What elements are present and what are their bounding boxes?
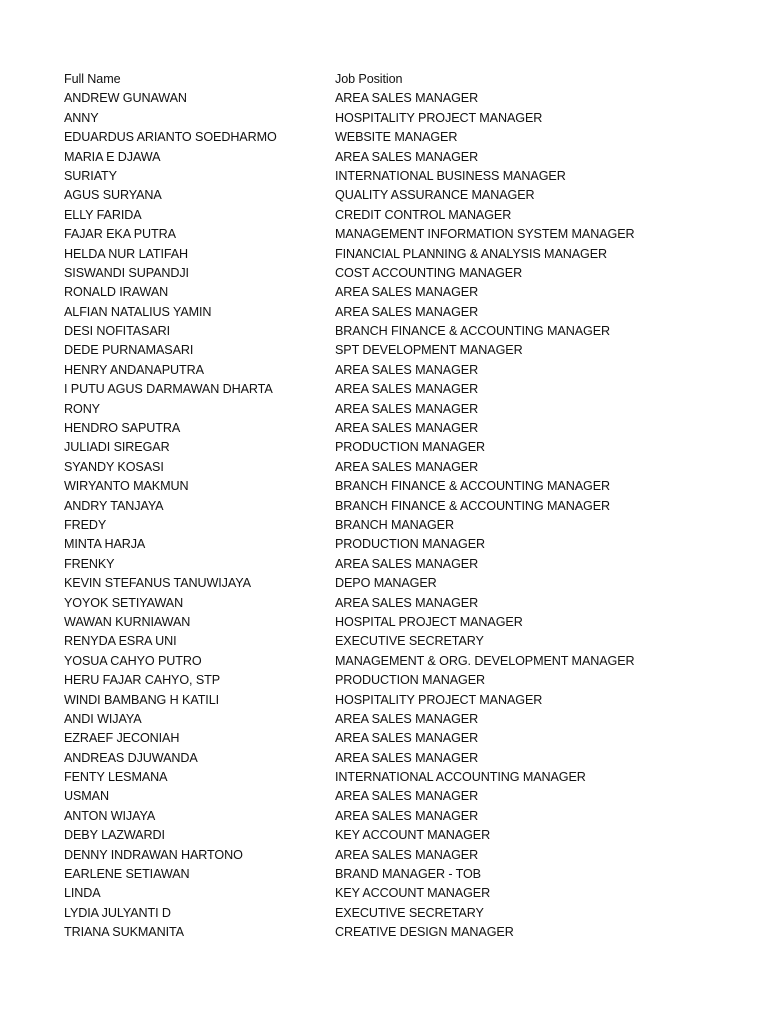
full-name-cell: ANNY	[64, 110, 99, 125]
full-name-cell: EARLENE SETIAWAN	[64, 867, 190, 882]
job-position-cell: AREA SALES MANAGER	[335, 91, 479, 106]
full-name-cell: JULIADI SIREGAR	[64, 440, 170, 455]
header-job-position: Job Position	[335, 72, 403, 86]
table-row	[64, 380, 704, 399]
table-row	[64, 303, 704, 322]
job-position-cell: SPT DEVELOPMENT MANAGER	[335, 343, 523, 358]
job-position-cell: COST ACCOUNTING MANAGER	[335, 265, 523, 280]
table-row	[64, 632, 704, 651]
job-position-cell: MANAGEMENT INFORMATION SYSTEM MANAGER	[335, 227, 635, 242]
table-row	[64, 884, 704, 903]
table-header-row	[64, 70, 704, 89]
table-row	[64, 516, 704, 535]
table-row	[64, 787, 704, 806]
table-row	[64, 574, 704, 593]
table-row	[64, 477, 704, 496]
full-name-cell: ELLY FARIDA	[64, 207, 142, 222]
table-row	[64, 128, 704, 147]
table-row	[64, 555, 704, 574]
job-position-cell: BRANCH FINANCE & ACCOUNTING MANAGER	[335, 498, 610, 513]
full-name-cell: TRIANA SUKMANITA	[64, 925, 184, 940]
full-name-cell: FAJAR EKA PUTRA	[64, 227, 176, 242]
full-name-cell: ANDREW GUNAWAN	[64, 91, 187, 106]
job-position-cell: KEY ACCOUNT MANAGER	[335, 828, 491, 843]
job-position-cell: AREA SALES MANAGER	[335, 847, 479, 862]
job-position-cell: AREA SALES MANAGER	[335, 808, 479, 823]
table-row	[64, 245, 704, 264]
table-row	[64, 400, 704, 419]
job-position-cell: WEBSITE MANAGER	[335, 130, 458, 145]
full-name-cell: HERU FAJAR CAHYO, STP	[64, 673, 221, 688]
job-position-cell: EXECUTIVE SECRETARY	[335, 905, 484, 920]
table-row	[64, 923, 704, 942]
table-row	[64, 652, 704, 671]
job-position-cell: AREA SALES MANAGER	[335, 789, 479, 804]
table-row	[64, 904, 704, 923]
full-name-cell: HENRY ANDANAPUTRA	[64, 362, 204, 377]
full-name-cell: MINTA HARJA	[64, 537, 146, 552]
job-position-cell: KEY ACCOUNT MANAGER	[335, 886, 491, 901]
job-position-cell: AREA SALES MANAGER	[335, 421, 479, 436]
job-position-cell: MANAGEMENT & ORG. DEVELOPMENT MANAGER	[335, 653, 635, 668]
full-name-cell: WIRYANTO MAKMUN	[64, 479, 189, 494]
job-position-cell: AREA SALES MANAGER	[335, 382, 479, 397]
job-position-cell: QUALITY ASSURANCE MANAGER	[335, 188, 535, 203]
job-position-cell: EXECUTIVE SECRETARY	[335, 634, 484, 649]
full-name-cell: FREDY	[64, 517, 107, 532]
table-row	[64, 186, 704, 205]
full-name-cell: YOSUA CAHYO PUTRO	[64, 653, 202, 668]
full-name-cell: SURIATY	[64, 168, 117, 183]
table-row	[64, 361, 704, 380]
job-position-cell: AREA SALES MANAGER	[335, 556, 479, 571]
full-name-cell: ANDI WIJAYA	[64, 711, 142, 726]
table-row	[64, 710, 704, 729]
table-row	[64, 458, 704, 477]
full-name-cell: RENYDA ESRA UNI	[64, 634, 177, 649]
job-position-cell: BRANCH FINANCE & ACCOUNTING MANAGER	[335, 479, 610, 494]
table-row	[64, 264, 704, 283]
job-position-cell: HOSPITAL PROJECT MANAGER	[335, 614, 523, 629]
job-position-cell: CREDIT CONTROL MANAGER	[335, 207, 512, 222]
table-row	[64, 826, 704, 845]
job-position-cell: PRODUCTION MANAGER	[335, 537, 486, 552]
job-position-cell: PRODUCTION MANAGER	[335, 440, 486, 455]
full-name-cell: SYANDY KOSASI	[64, 459, 164, 474]
full-name-cell: KEVIN STEFANUS TANUWIJAYA	[64, 576, 251, 591]
job-position-cell: BRANCH FINANCE & ACCOUNTING MANAGER	[335, 324, 610, 339]
job-position-cell: INTERNATIONAL ACCOUNTING MANAGER	[335, 770, 586, 785]
table-row	[64, 419, 704, 438]
table-row	[64, 497, 704, 516]
table-row	[64, 846, 704, 865]
full-name-cell: DENNY INDRAWAN HARTONO	[64, 847, 243, 862]
job-position-cell: AREA SALES MANAGER	[335, 304, 479, 319]
job-position-cell: AREA SALES MANAGER	[335, 595, 479, 610]
job-position-cell: HOSPITALITY PROJECT MANAGER	[335, 692, 543, 707]
table-row	[64, 535, 704, 554]
job-position-cell: BRAND MANAGER - TOB	[335, 867, 481, 882]
job-position-cell: AREA SALES MANAGER	[335, 401, 479, 416]
full-name-cell: SISWANDI SUPANDJI	[64, 265, 189, 280]
table-row	[64, 148, 704, 167]
full-name-cell: YOYOK SETIYAWAN	[64, 595, 184, 610]
table-row	[64, 865, 704, 884]
table-row	[64, 283, 704, 302]
job-position-cell: DEPO MANAGER	[335, 576, 437, 591]
table-row	[64, 109, 704, 128]
full-name-cell: ANDREAS DJUWANDA	[64, 750, 198, 765]
job-position-cell: CREATIVE DESIGN MANAGER	[335, 925, 514, 940]
full-name-cell: ANDRY TANJAYA	[64, 498, 164, 513]
full-name-cell: MARIA E DJAWA	[64, 149, 161, 164]
table-body	[64, 89, 704, 942]
table-row	[64, 322, 704, 341]
full-name-cell: HELDA NUR LATIFAH	[64, 246, 189, 261]
job-position-cell: AREA SALES MANAGER	[335, 149, 479, 164]
table-row	[64, 341, 704, 360]
table-row	[64, 807, 704, 826]
full-name-cell: FRENKY	[64, 556, 115, 571]
table-row	[64, 768, 704, 787]
full-name-cell: AGUS SURYANA	[64, 188, 162, 203]
job-position-cell: AREA SALES MANAGER	[335, 285, 479, 300]
full-name-cell: RONALD IRAWAN	[64, 285, 169, 300]
table-row	[64, 613, 704, 632]
full-name-cell: HENDRO SAPUTRA	[64, 421, 181, 436]
job-position-cell: FINANCIAL PLANNING & ANALYSIS MANAGER	[335, 246, 608, 261]
full-name-cell: LINDA	[64, 886, 101, 901]
table-row	[64, 749, 704, 768]
full-name-cell: WINDI BAMBANG H KATILI	[64, 692, 220, 707]
job-position-cell: HOSPITALITY PROJECT MANAGER	[335, 110, 543, 125]
full-name-cell: ALFIAN NATALIUS YAMIN	[64, 304, 212, 319]
document-table	[64, 70, 704, 943]
job-position-cell: AREA SALES MANAGER	[335, 750, 479, 765]
job-position-cell: AREA SALES MANAGER	[335, 362, 479, 377]
table-row	[64, 438, 704, 457]
job-position-cell: AREA SALES MANAGER	[335, 459, 479, 474]
full-name-cell: EZRAEF JECONIAH	[64, 731, 180, 746]
full-name-cell: EDUARDUS ARIANTO SOEDHARMO	[64, 130, 277, 145]
header-full-name: Full Name	[64, 72, 121, 86]
table-row	[64, 691, 704, 710]
job-position-cell: AREA SALES MANAGER	[335, 711, 479, 726]
table-row	[64, 167, 704, 186]
full-name-cell: USMAN	[64, 789, 109, 804]
table-row	[64, 594, 704, 613]
table-row	[64, 206, 704, 225]
table-row	[64, 89, 704, 108]
full-name-cell: DESI NOFITASARI	[64, 324, 171, 339]
job-position-cell: AREA SALES MANAGER	[335, 731, 479, 746]
full-name-cell: DEBY LAZWARDI	[64, 828, 165, 843]
full-name-cell: I PUTU AGUS DARMAWAN DHARTA	[64, 382, 273, 397]
table-row	[64, 729, 704, 748]
full-name-cell: RONY	[64, 401, 100, 416]
full-name-cell: LYDIA JULYANTI D	[64, 905, 171, 920]
full-name-cell: DEDE PURNAMASARI	[64, 343, 194, 358]
full-name-cell: ANTON WIJAYA	[64, 808, 156, 823]
full-name-cell: WAWAN KURNIAWAN	[64, 614, 191, 629]
job-position-cell: BRANCH MANAGER	[335, 517, 454, 532]
table-row	[64, 671, 704, 690]
table-row	[64, 225, 704, 244]
full-name-cell: FENTY LESMANA	[64, 770, 168, 785]
job-position-cell: INTERNATIONAL BUSINESS MANAGER	[335, 168, 566, 183]
job-position-cell: PRODUCTION MANAGER	[335, 673, 486, 688]
